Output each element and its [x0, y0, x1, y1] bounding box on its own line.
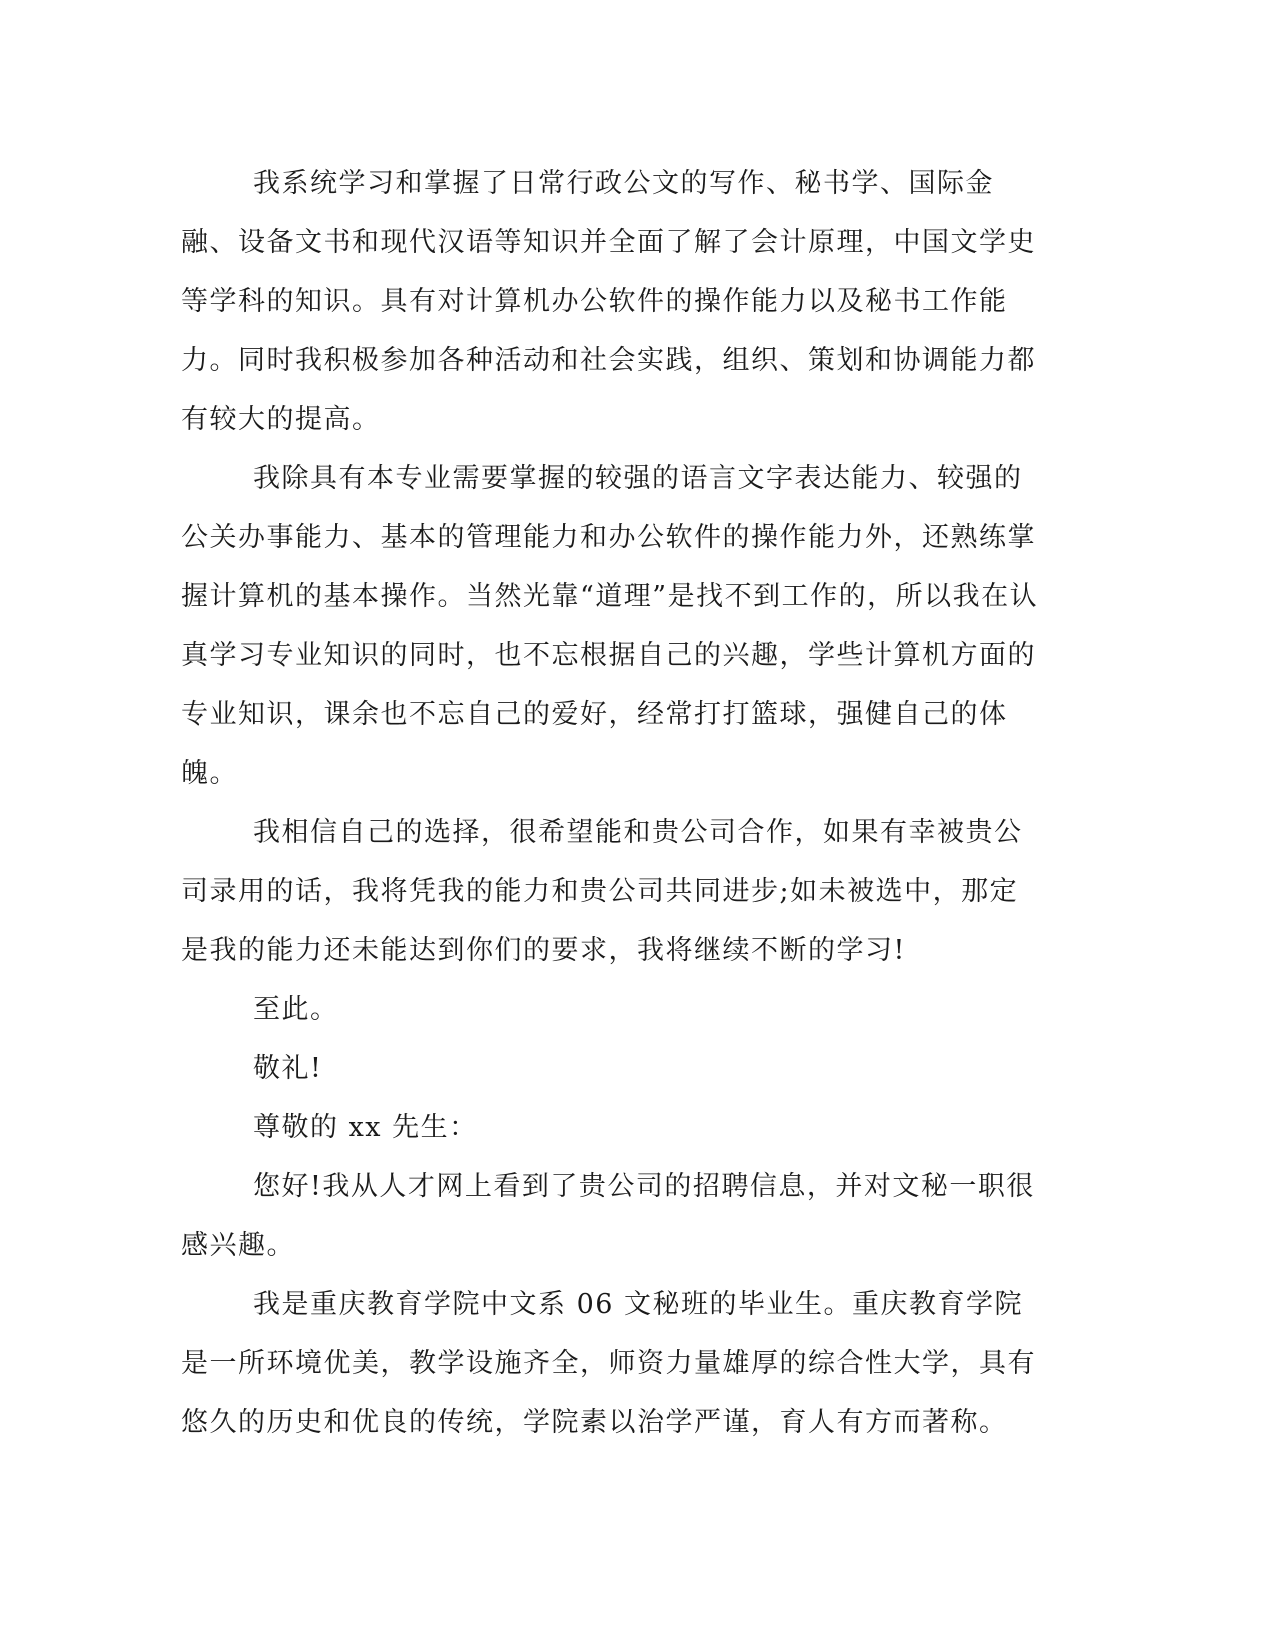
- paragraph-closing: 我相信自己的选择，很希望能和贵公司合作，如果有幸被贵公司录用的话，我将凭我的能力和贵公司共同进步;如未被选中，那定是我的能力还未能达到你们的要求，我将继续不断的学习!: [181, 817, 1023, 966]
- document-body: [181, 154, 1041, 1452]
- paragraph-education: 我系统学习和掌握了日常行政公文的写作、秘书学、国际金融、设备文书和现代汉语等知识并全面了解了会计原理，中国文学史等学科的知识。具有对计算机办公软件的操作能力以及秘书工作能力。同时我积极参加各种活动和社会实践，组织、策划和协调能力都有较大的提高。: [181, 168, 1036, 435]
- paragraph-intro: 您好!我从人才网上看到了贵公司的招聘信息，并对文秘一职很感兴趣。: [181, 1171, 1035, 1261]
- paragraph-salute: 敬礼!: [253, 1053, 323, 1084]
- paragraph-skills: 我除具有本专业需要掌握的较强的语言文字表达能力、较强的公关办事能力、基本的管理能力和办公软件的操作能力外，还熟练掌握计算机的基本操作。当然光靠“道理”是找不到工作的，所以我在认真学习专业知识的同时，也不忘根据自己的兴趣，学些计算机方面的专业知识，课余也不忘自己的爱好，经常打打篮球，强健自己的体魄。: [181, 463, 1039, 789]
- paragraph-greeting: 尊敬的 xx 先生：: [253, 1112, 478, 1143]
- paragraph-zhici: 至此。: [253, 994, 339, 1025]
- paragraph-school: 我是重庆教育学院中文系 06 文秘班的毕业生。重庆教育学院是一所环境优美，教学设施齐全，师资力量雄厚的综合性大学，具有悠久的历史和优良的传统，学院素以治学严谨，育人有方而著称。: [181, 1289, 1036, 1438]
